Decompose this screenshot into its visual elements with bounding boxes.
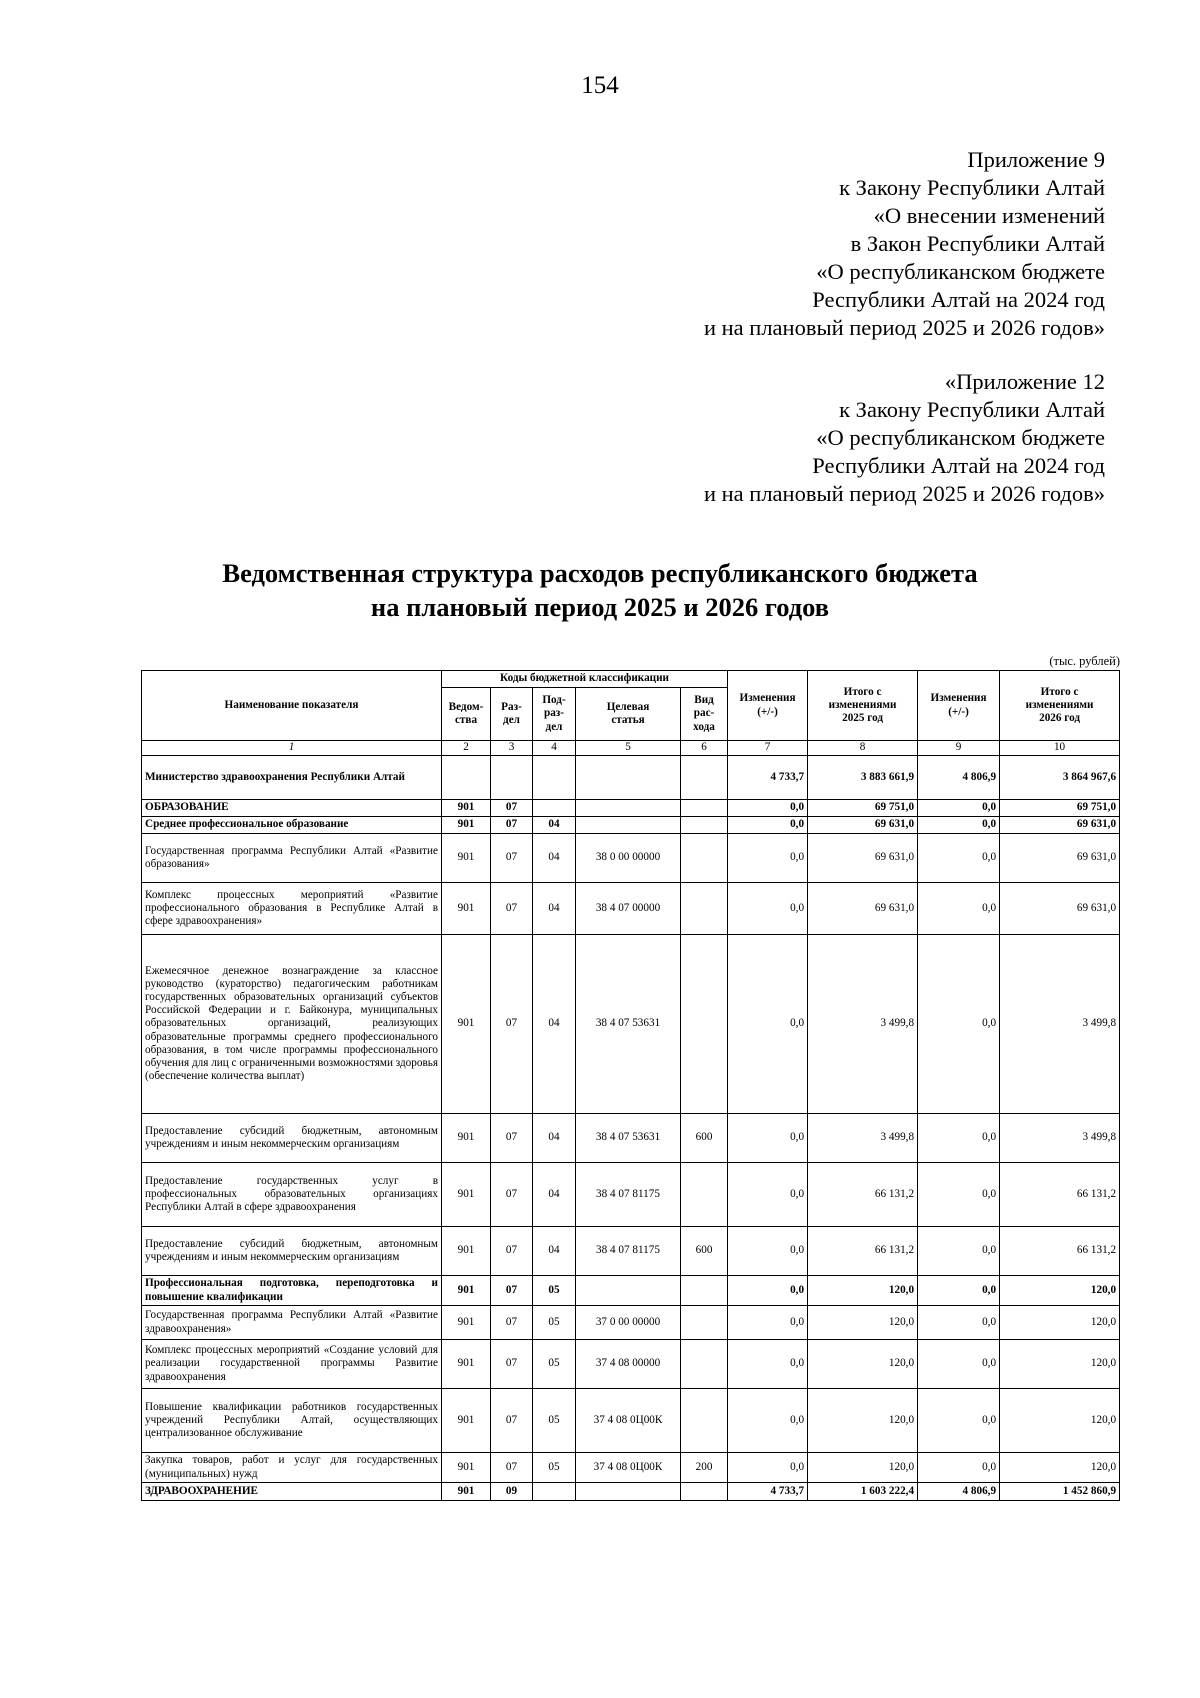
cell-vid bbox=[681, 800, 728, 817]
header-target bbox=[576, 688, 681, 741]
cell-vid bbox=[681, 1340, 728, 1389]
cell-total-2025: 69 631,0 bbox=[808, 834, 918, 883]
cell-total-2026: 1 452 860,9 bbox=[1000, 1483, 1120, 1501]
cell-razdel: 07 bbox=[491, 883, 533, 935]
column-number: 10 bbox=[1000, 741, 1120, 756]
table-row bbox=[142, 756, 1120, 800]
cell-changes-2025: 0,0 bbox=[728, 935, 808, 1114]
cell-total-2025: 69 631,0 bbox=[808, 883, 918, 935]
appendix-line: Приложение 9 bbox=[967, 147, 1105, 172]
header-line: 2026 год bbox=[1039, 712, 1080, 725]
cell-razdel: 07 bbox=[491, 800, 533, 817]
table-body bbox=[142, 756, 1120, 1501]
cell-total-2026: 69 631,0 bbox=[1000, 883, 1120, 935]
header-podrazdel bbox=[533, 688, 576, 741]
cell-razdel: 07 bbox=[491, 935, 533, 1114]
cell-total-2026: 69 751,0 bbox=[1000, 800, 1120, 817]
table-row bbox=[142, 1276, 1120, 1306]
cell-changes-2026: 0,0 bbox=[918, 1227, 1000, 1276]
cell-changes-2026: 4 806,9 bbox=[918, 756, 1000, 800]
cell-total-2025: 120,0 bbox=[808, 1306, 918, 1340]
cell-total-2026: 120,0 bbox=[1000, 1276, 1120, 1306]
cell-vid bbox=[681, 935, 728, 1114]
cell-ved: 901 bbox=[442, 834, 491, 883]
header-line: Итого с bbox=[1040, 685, 1079, 698]
cell-razdel: 07 bbox=[491, 1389, 533, 1453]
cell-podrazdel bbox=[533, 1483, 576, 1501]
appendix-line: в Закон Республики Алтай bbox=[850, 231, 1105, 256]
cell-changes-2026: 0,0 bbox=[918, 1389, 1000, 1453]
cell-name: Ежемесячное денежное вознаграждение за классное руководство (кураторство) педагогическим работникам государственных образовательных организаций субъектов Российской Федерации и г. Байконура, муниципальных образовательных организаций, реализующих образовательные программы среднего профессионального образования, в том числе программы профессионального обучения для лиц с ограниченными возможностями здоровья (обеспечение количества выплат) bbox=[142, 935, 442, 1114]
cell-ved: 901 bbox=[442, 1389, 491, 1453]
cell-razdel: 07 bbox=[491, 834, 533, 883]
header-name: Наименование показателя bbox=[142, 671, 442, 741]
cell-vid bbox=[681, 1276, 728, 1306]
cell-podrazdel: 04 bbox=[533, 935, 576, 1114]
appendix-line: и на плановый период 2025 и 2026 годов» bbox=[703, 315, 1105, 340]
cell-ved: 901 bbox=[442, 817, 491, 834]
header-razdel bbox=[491, 688, 533, 741]
cell-total-2025: 69 631,0 bbox=[808, 817, 918, 834]
cell-podrazdel bbox=[533, 800, 576, 817]
cell-podrazdel: 05 bbox=[533, 1389, 576, 1453]
cell-target: 37 0 00 00000 bbox=[576, 1306, 681, 1340]
appendix-header-original bbox=[704, 368, 1105, 508]
table-row bbox=[142, 1114, 1120, 1163]
cell-razdel: 07 bbox=[491, 1306, 533, 1340]
cell-name: Профессиональная подготовка, переподготовка и повышение квалификации bbox=[142, 1276, 442, 1306]
header-line: Вид bbox=[694, 694, 714, 707]
title-line: Ведомственная структура расходов республиканского бюджета bbox=[222, 558, 978, 588]
budget-table bbox=[141, 670, 1120, 1501]
appendix-line: к Закону Республики Алтай bbox=[839, 397, 1105, 422]
cell-total-2025: 3 499,8 bbox=[808, 935, 918, 1114]
cell-ved: 901 bbox=[442, 1163, 491, 1227]
cell-total-2025: 69 751,0 bbox=[808, 800, 918, 817]
cell-razdel bbox=[491, 756, 533, 800]
header-changes-2025 bbox=[728, 671, 808, 741]
appendix-line: «О республиканском бюджете bbox=[816, 259, 1105, 284]
cell-name: Предоставление субсидий бюджетным, автономным учреждениям и иным некоммерческим организациям bbox=[142, 1114, 442, 1163]
header-line: Изменения bbox=[930, 692, 987, 705]
appendix-line: и на плановый период 2025 и 2026 годов» bbox=[703, 481, 1105, 506]
header-line: Ведом- bbox=[448, 700, 484, 713]
table-row bbox=[142, 1227, 1120, 1276]
cell-changes-2025: 4 733,7 bbox=[728, 1483, 808, 1501]
header-line: дел bbox=[545, 720, 563, 733]
column-number: 8 bbox=[808, 741, 918, 756]
cell-name: Комплекс процессных мероприятий «Создание условий для реализации государственной программы Развитие здравоохранения bbox=[142, 1340, 442, 1389]
cell-total-2026: 3 864 967,6 bbox=[1000, 756, 1120, 800]
header-line: Итого с bbox=[843, 685, 882, 698]
cell-razdel: 09 bbox=[491, 1483, 533, 1501]
cell-vid bbox=[681, 883, 728, 935]
column-number: 5 bbox=[576, 741, 681, 756]
cell-changes-2025: 0,0 bbox=[728, 834, 808, 883]
cell-target: 38 4 07 81175 bbox=[576, 1163, 681, 1227]
cell-razdel: 07 bbox=[491, 1340, 533, 1389]
cell-changes-2025: 0,0 bbox=[728, 1227, 808, 1276]
appendix-line: к Закону Республики Алтай bbox=[839, 175, 1105, 200]
cell-target bbox=[576, 800, 681, 817]
column-number: 9 bbox=[918, 741, 1000, 756]
cell-total-2025: 3 883 661,9 bbox=[808, 756, 918, 800]
cell-target bbox=[576, 817, 681, 834]
header-vid bbox=[681, 688, 728, 741]
cell-target: 38 4 07 53631 bbox=[576, 1114, 681, 1163]
header-line: (+/-) bbox=[757, 705, 778, 718]
column-number: 2 bbox=[442, 741, 491, 756]
units-label: (тыс. рублей) bbox=[1049, 654, 1120, 668]
appendix-line: Республики Алтай на 2024 год bbox=[812, 453, 1105, 478]
table-row bbox=[142, 834, 1120, 883]
column-number: 4 bbox=[533, 741, 576, 756]
cell-changes-2025: 0,0 bbox=[728, 1114, 808, 1163]
cell-name: Предоставление государственных услуг в профессиональных образовательных организациях Республики Алтай в сфере здравоохранения bbox=[142, 1163, 442, 1227]
header-line: изменениями bbox=[828, 698, 897, 711]
cell-target: 38 4 07 00000 bbox=[576, 883, 681, 935]
cell-vid: 200 bbox=[681, 1453, 728, 1483]
cell-changes-2026: 0,0 bbox=[918, 935, 1000, 1114]
cell-changes-2026: 0,0 bbox=[918, 1453, 1000, 1483]
cell-changes-2025: 0,0 bbox=[728, 883, 808, 935]
table-row bbox=[142, 935, 1120, 1114]
cell-total-2025: 120,0 bbox=[808, 1340, 918, 1389]
cell-ved: 901 bbox=[442, 1340, 491, 1389]
cell-vid bbox=[681, 1163, 728, 1227]
appendix-line: «О республиканском бюджете bbox=[816, 425, 1105, 450]
cell-total-2026: 120,0 bbox=[1000, 1389, 1120, 1453]
cell-total-2025: 3 499,8 bbox=[808, 1114, 918, 1163]
header-line: раз- bbox=[543, 707, 565, 720]
column-number: 7 bbox=[728, 741, 808, 756]
cell-ved: 901 bbox=[442, 1114, 491, 1163]
cell-total-2026: 69 631,0 bbox=[1000, 834, 1120, 883]
cell-podrazdel: 04 bbox=[533, 834, 576, 883]
cell-total-2026: 120,0 bbox=[1000, 1340, 1120, 1389]
cell-changes-2025: 0,0 bbox=[728, 1340, 808, 1389]
cell-total-2026: 66 131,2 bbox=[1000, 1163, 1120, 1227]
cell-podrazdel: 04 bbox=[533, 1227, 576, 1276]
cell-vid bbox=[681, 756, 728, 800]
header-line: изменениями bbox=[1025, 698, 1094, 711]
cell-total-2026: 120,0 bbox=[1000, 1306, 1120, 1340]
cell-changes-2026: 0,0 bbox=[918, 1163, 1000, 1227]
cell-name: Министерство здравоохранения Республики Алтай bbox=[142, 756, 442, 800]
cell-podrazdel: 05 bbox=[533, 1306, 576, 1340]
header-changes-2026 bbox=[918, 671, 1000, 741]
cell-ved: 901 bbox=[442, 935, 491, 1114]
header-line: 2025 год bbox=[842, 712, 883, 725]
cell-changes-2026: 0,0 bbox=[918, 1276, 1000, 1306]
cell-target: 37 4 08 00000 bbox=[576, 1340, 681, 1389]
header-codes-group: Коды бюджетной классификации bbox=[442, 671, 728, 688]
cell-razdel: 07 bbox=[491, 1114, 533, 1163]
cell-name: ЗДРАВООХРАНЕНИЕ bbox=[142, 1483, 442, 1501]
cell-target: 38 0 00 00000 bbox=[576, 834, 681, 883]
header-ved bbox=[442, 688, 491, 741]
cell-ved: 901 bbox=[442, 1483, 491, 1501]
header-total-2025 bbox=[808, 671, 918, 741]
cell-changes-2026: 0,0 bbox=[918, 817, 1000, 834]
cell-target: 38 4 07 53631 bbox=[576, 935, 681, 1114]
cell-name: ОБРАЗОВАНИЕ bbox=[142, 800, 442, 817]
cell-podrazdel: 04 bbox=[533, 817, 576, 834]
header-line: хода bbox=[693, 720, 715, 733]
header-line: Целевая bbox=[606, 700, 650, 713]
cell-total-2026: 120,0 bbox=[1000, 1453, 1120, 1483]
cell-name: Государственная программа Республики Алтай «Развитие здравоохранения» bbox=[142, 1306, 442, 1340]
header-line: Под- bbox=[542, 694, 566, 707]
cell-changes-2026: 0,0 bbox=[918, 834, 1000, 883]
cell-changes-2025: 0,0 bbox=[728, 1306, 808, 1340]
cell-total-2026: 66 131,2 bbox=[1000, 1227, 1120, 1276]
cell-razdel: 07 bbox=[491, 1276, 533, 1306]
table-row bbox=[142, 1453, 1120, 1483]
table-row bbox=[142, 883, 1120, 935]
cell-target bbox=[576, 1483, 681, 1501]
cell-ved: 901 bbox=[442, 800, 491, 817]
cell-total-2025: 66 131,2 bbox=[808, 1227, 918, 1276]
table-row bbox=[142, 1306, 1120, 1340]
cell-total-2025: 120,0 bbox=[808, 1389, 918, 1453]
cell-changes-2025: 0,0 bbox=[728, 800, 808, 817]
cell-vid bbox=[681, 1483, 728, 1501]
cell-podrazdel: 05 bbox=[533, 1340, 576, 1389]
table-row bbox=[142, 1163, 1120, 1227]
cell-podrazdel: 04 bbox=[533, 1114, 576, 1163]
cell-changes-2025: 0,0 bbox=[728, 1389, 808, 1453]
header-line: ства bbox=[454, 714, 478, 726]
cell-changes-2026: 0,0 bbox=[918, 1306, 1000, 1340]
cell-vid bbox=[681, 817, 728, 834]
cell-podrazdel: 04 bbox=[533, 883, 576, 935]
cell-name: Государственная программа Республики Алтай «Развитие образования» bbox=[142, 834, 442, 883]
cell-vid: 600 bbox=[681, 1227, 728, 1276]
cell-name: Среднее профессиональное образование bbox=[142, 817, 442, 834]
table-row bbox=[142, 1389, 1120, 1453]
cell-vid bbox=[681, 1389, 728, 1453]
cell-podrazdel: 05 bbox=[533, 1276, 576, 1306]
document-title bbox=[0, 556, 1200, 624]
appendix-header bbox=[704, 146, 1105, 342]
cell-total-2026: 3 499,8 bbox=[1000, 935, 1120, 1114]
cell-razdel: 07 bbox=[491, 817, 533, 834]
table-row bbox=[142, 800, 1120, 817]
header-line: (+/-) bbox=[948, 705, 969, 718]
cell-changes-2026: 0,0 bbox=[918, 800, 1000, 817]
cell-changes-2026: 4 806,9 bbox=[918, 1483, 1000, 1501]
cell-changes-2025: 0,0 bbox=[728, 1276, 808, 1306]
cell-podrazdel bbox=[533, 756, 576, 800]
appendix-line: Республики Алтай на 2024 год bbox=[812, 287, 1105, 312]
cell-total-2026: 69 631,0 bbox=[1000, 817, 1120, 834]
title-line: на плановый период 2025 и 2026 годов bbox=[370, 592, 830, 622]
column-number: 6 bbox=[681, 741, 728, 756]
cell-target: 37 4 08 0Ц00К bbox=[576, 1453, 681, 1483]
cell-target: 37 4 08 0Ц00К bbox=[576, 1389, 681, 1453]
appendix-line: «О внесении изменений bbox=[873, 203, 1105, 228]
cell-vid bbox=[681, 834, 728, 883]
appendix-line: «Приложение 12 bbox=[944, 369, 1105, 394]
cell-ved: 901 bbox=[442, 1227, 491, 1276]
cell-ved bbox=[442, 756, 491, 800]
cell-changes-2026: 0,0 bbox=[918, 1114, 1000, 1163]
cell-changes-2026: 0,0 bbox=[918, 1340, 1000, 1389]
cell-ved: 901 bbox=[442, 1276, 491, 1306]
column-numbers-row bbox=[142, 741, 1120, 756]
cell-razdel: 07 bbox=[491, 1227, 533, 1276]
cell-total-2025: 1 603 222,4 bbox=[808, 1483, 918, 1501]
cell-target bbox=[576, 1276, 681, 1306]
header-line: Раз- bbox=[501, 700, 522, 713]
cell-name: Закупка товаров, работ и услуг для государственных (муниципальных) нужд bbox=[142, 1453, 442, 1483]
cell-changes-2025: 0,0 bbox=[728, 817, 808, 834]
cell-total-2025: 66 131,2 bbox=[808, 1163, 918, 1227]
cell-podrazdel: 04 bbox=[533, 1163, 576, 1227]
cell-razdel: 07 bbox=[491, 1453, 533, 1483]
column-number: 1 bbox=[142, 741, 442, 756]
cell-target bbox=[576, 756, 681, 800]
cell-name: Комплекс процессных мероприятий «Развитие профессионального образования в Республике Алтай в сфере здравоохранения» bbox=[142, 883, 442, 935]
cell-razdel: 07 bbox=[491, 1163, 533, 1227]
table-row bbox=[142, 817, 1120, 834]
header-line: Изменения bbox=[739, 692, 796, 705]
cell-total-2026: 3 499,8 bbox=[1000, 1114, 1120, 1163]
cell-ved: 901 bbox=[442, 1453, 491, 1483]
cell-vid: 600 bbox=[681, 1114, 728, 1163]
cell-total-2025: 120,0 bbox=[808, 1276, 918, 1306]
cell-target: 38 4 07 81175 bbox=[576, 1227, 681, 1276]
cell-changes-2025: 0,0 bbox=[728, 1453, 808, 1483]
cell-name: Повышение квалификации работников государственных учреждений Республики Алтай, осуществляющих централизованное обслуживание bbox=[142, 1389, 442, 1453]
cell-name: Предоставление субсидий бюджетным, автономным учреждениям и иным некоммерческим организациям bbox=[142, 1227, 442, 1276]
page-number: 154 bbox=[581, 72, 619, 99]
header-total-2026 bbox=[1000, 671, 1120, 741]
header-line: статья bbox=[611, 714, 645, 726]
header-line: дел bbox=[503, 714, 520, 726]
cell-vid bbox=[681, 1306, 728, 1340]
table-row bbox=[142, 1340, 1120, 1389]
table-row bbox=[142, 1483, 1120, 1501]
column-number: 3 bbox=[491, 741, 533, 756]
cell-ved: 901 bbox=[442, 1306, 491, 1340]
cell-changes-2025: 4 733,7 bbox=[728, 756, 808, 800]
cell-ved: 901 bbox=[442, 883, 491, 935]
header-line: рас- bbox=[693, 707, 715, 720]
cell-podrazdel: 05 bbox=[533, 1453, 576, 1483]
cell-changes-2025: 0,0 bbox=[728, 1163, 808, 1227]
cell-total-2025: 120,0 bbox=[808, 1453, 918, 1483]
cell-changes-2026: 0,0 bbox=[918, 883, 1000, 935]
